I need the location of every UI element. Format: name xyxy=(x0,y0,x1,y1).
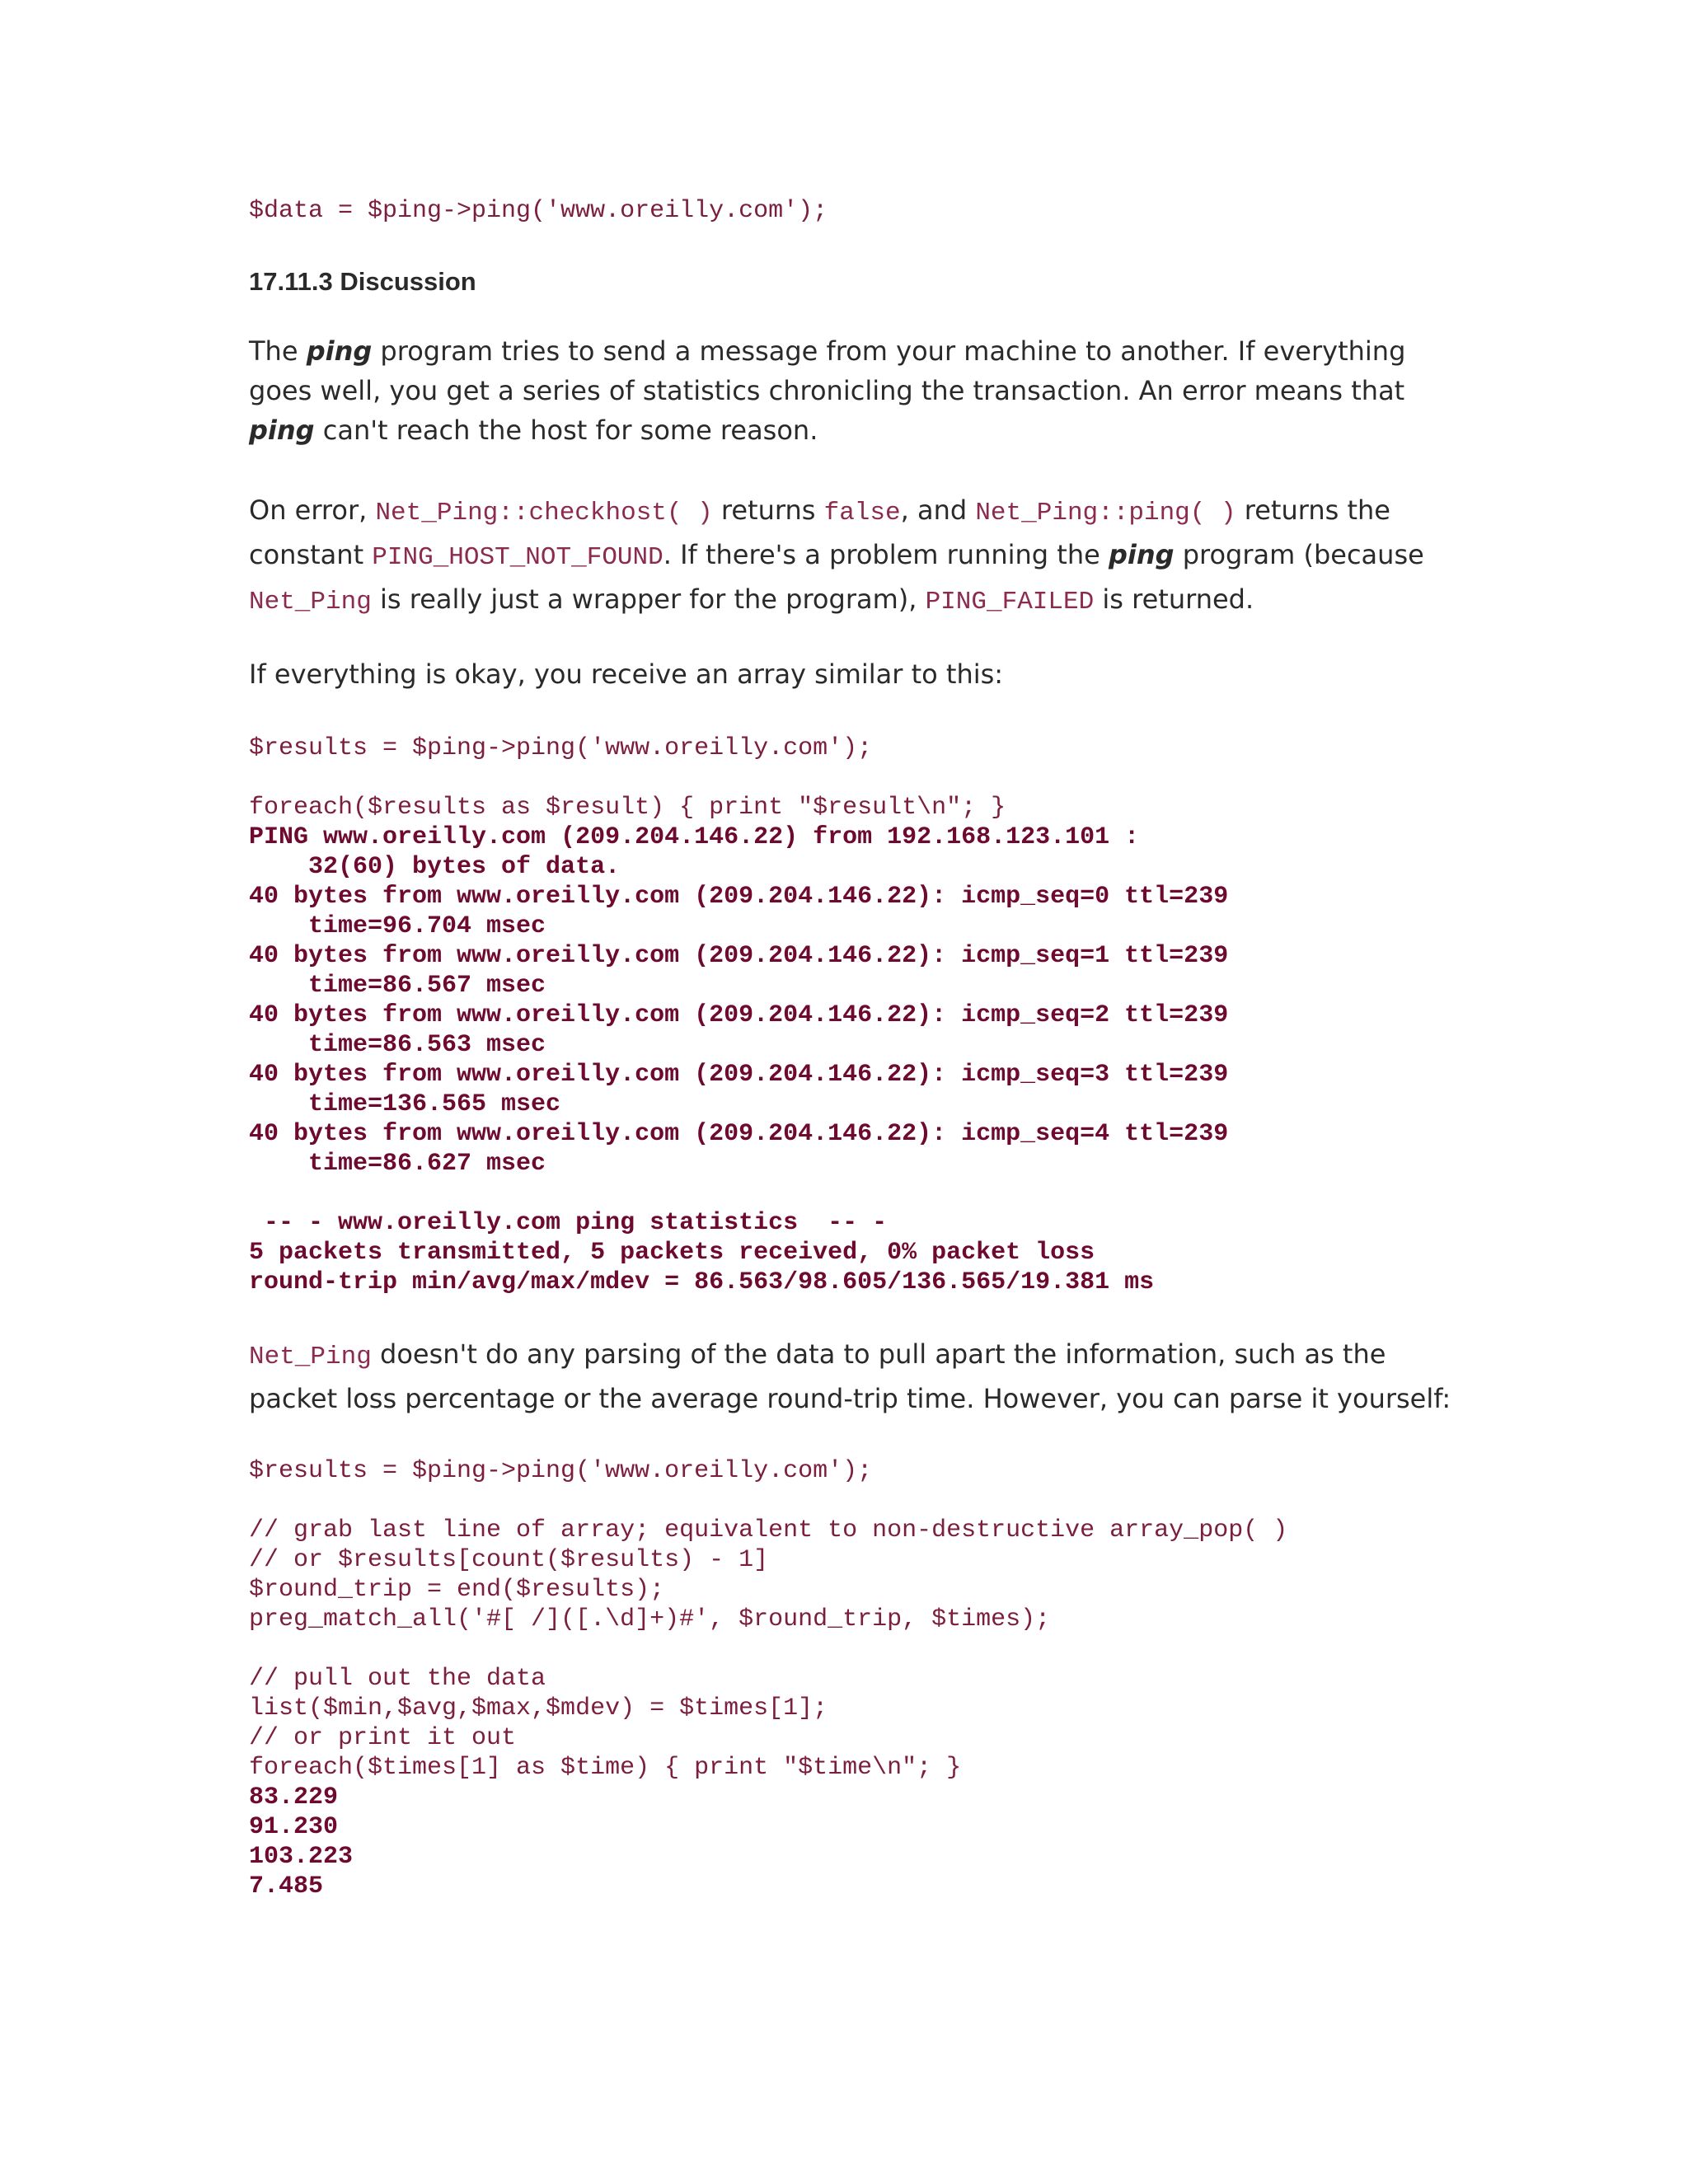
ping-emphasis: ping xyxy=(249,415,315,446)
inline-code: PING_HOST_NOT_FOUND xyxy=(372,543,663,572)
inline-code: Net_Ping xyxy=(249,1343,372,1371)
section-heading: 17.11.3 Discussion xyxy=(249,267,476,296)
inline-code: Net_Ping::ping( ) xyxy=(975,499,1236,527)
paragraph-array-intro: If everything is okay, you receive an array similar to this: xyxy=(249,658,1004,690)
paragraph-parsing: Net_Ping doesn't do any parsing of the data to pull apart the information, such as the packet loss percentage or the average round-trip time. However, you can parse it yourself: xyxy=(249,1338,1451,1414)
inline-code: PING_FAILED xyxy=(925,588,1095,616)
code-block-ping-output: PING www.oreilly.com (209.204.146.22) from 192.168.123.101 : 32(60) bytes of data. 40 bytes from www.oreilly.com (209.204.146.22): icmp_seq=0 ttl=239 time=96.704 msec 40 bytes from www.oreilly.com (209.204.146.22): icmp_seq=1 ttl=239 time=86.567 msec 40 bytes from www.oreilly.com (209.204.146.22): icmp_seq=2 ttl=239 time=86.563 msec 40 bytes from www.oreilly.com (209.204.146.22): icmp_seq=3 ttl=239 time=136.565 msec 40 bytes from www.oreilly.com (209.204.146.22): icmp_seq=4 ttl=239 time=86.627 msec -- - www.oreilly.com ping statistics -- - 5 packets transmitted, 5 packets received, 0% packet loss round-trip min/avg/max/mdev = 86.563/98.605/136.565/19.381 ms xyxy=(249,823,1229,1296)
inline-code: false xyxy=(823,499,901,527)
inline-code: Net_Ping xyxy=(249,588,372,616)
top-code-line: $data = $ping->ping('www.oreilly.com'); xyxy=(249,197,828,225)
code-block-ping-input: $results = $ping->ping('www.oreilly.com'); foreach($results as $result) { print "$result\n"; } xyxy=(249,734,1006,822)
code-block-parse-output: 83.229 91.230 103.223 7.485 xyxy=(249,1783,354,1900)
paragraph-ping-intro: The ping program tries to send a message from your machine to another. If everything goes well, you get a series of statistics chronicling the transaction. An error means that ping can't reach the host for some reason. xyxy=(249,335,1406,446)
ping-emphasis: ping xyxy=(306,335,373,367)
paragraph-error-handling: On error, Net_Ping::checkhost( ) returns false, and Net_Ping::ping( ) returns the constant PING_HOST_NOT_FOUND. If there's a problem running the ping program (because Net_Ping is really just a wrapper for the program), PING_FAILED is returned. xyxy=(249,494,1424,616)
code-block-parse-input: $results = $ping->ping('www.oreilly.com'); // grab last line of array; equivalent to non-destructive array_pop( ) // or $results[count($results) - 1] $round_trip = end($results); preg_match_all('#[ /]([.\d]+)#', $round_trip, $times); // pull out the data list($min,$avg,$max,$mdev) = $times[1]; // or print it out foreach($times[1] as $time) { print "$time\n"; } xyxy=(249,1457,1288,1782)
ping-emphasis: ping xyxy=(1108,539,1175,570)
inline-code: Net_Ping::checkhost( ) xyxy=(375,499,713,527)
